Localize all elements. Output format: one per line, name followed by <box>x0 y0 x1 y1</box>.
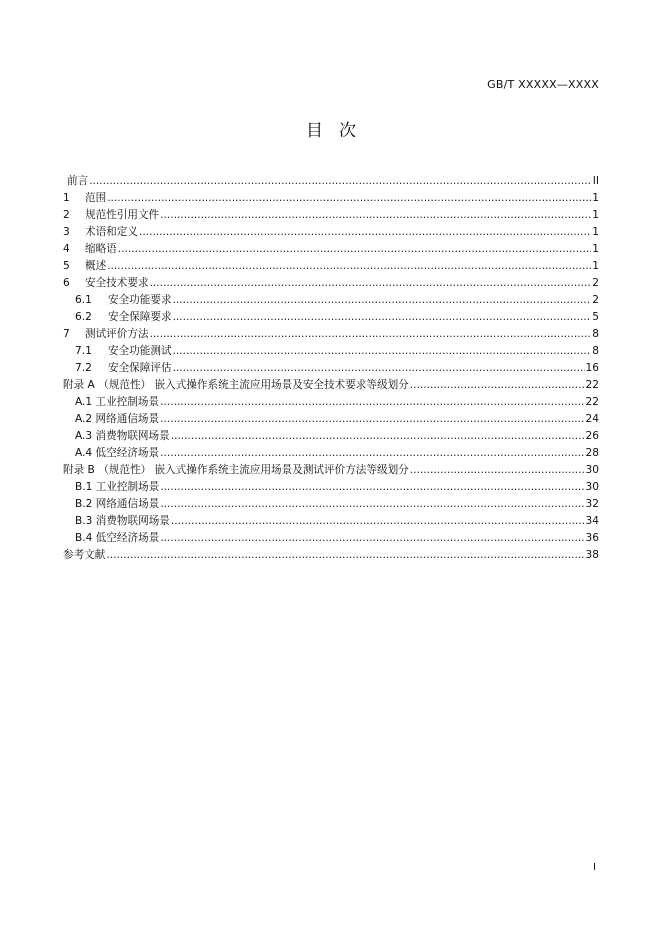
toc-entry-page: 8 <box>592 345 599 357</box>
toc-entry[interactable] <box>63 224 599 241</box>
toc-entry-page: 2 <box>592 277 599 289</box>
toc-entry-page: 26 <box>585 430 599 442</box>
toc-entry[interactable] <box>63 309 599 326</box>
toc-entry-page: 5 <box>592 311 599 323</box>
toc-entry-label: 测试评价方法 <box>85 328 149 340</box>
toc-entry[interactable] <box>63 547 599 564</box>
toc-entry-page: 24 <box>585 413 599 425</box>
toc-entry-page: 34 <box>585 515 599 527</box>
toc-entry-number: 4 <box>63 243 70 255</box>
toc-dot-leader <box>160 479 584 496</box>
toc-entry-page: 32 <box>585 498 599 510</box>
toc-entry[interactable] <box>63 530 599 547</box>
toc-entry-label: 前言 <box>67 175 89 187</box>
toc-entry[interactable] <box>63 241 599 258</box>
toc-entry[interactable] <box>63 377 599 394</box>
toc-dot-leader <box>160 530 584 547</box>
toc-entry-page: 36 <box>585 532 599 544</box>
toc-entry-label: 附录 B （规范性） 嵌入式操作系统主流应用场景及测试评价方法等级划分 <box>63 464 409 476</box>
toc-entry-label: B.3 消费物联网场景 <box>75 515 170 527</box>
toc-dot-leader <box>171 513 585 530</box>
toc-entry[interactable] <box>63 173 599 190</box>
toc-entry-page: 30 <box>585 464 599 476</box>
toc-entry-label: A.2 网络通信场景 <box>75 413 160 425</box>
toc-entry[interactable] <box>63 411 599 428</box>
page-number: I <box>593 862 596 873</box>
toc-entry-number: 5 <box>63 260 70 272</box>
toc-dot-leader <box>410 462 585 479</box>
toc-entry-label: B.4 低空经济场景 <box>75 532 160 544</box>
toc-entry-label: 术语和定义 <box>85 226 138 238</box>
table-of-contents <box>63 173 599 564</box>
toc-dot-leader <box>160 207 591 224</box>
toc-entry[interactable] <box>63 326 599 343</box>
toc-dot-leader <box>107 190 591 207</box>
toc-entry-number: 6 <box>63 277 70 289</box>
toc-entry-page: II <box>592 175 599 187</box>
toc-dot-leader <box>150 275 592 292</box>
toc-entry-page: 1 <box>592 192 599 204</box>
toc-dot-leader <box>139 224 591 241</box>
toc-dot-leader <box>160 394 584 411</box>
toc-entry-label: 附录 A （规范性） 嵌入式操作系统主流应用场景及安全技术要求等级划分 <box>63 379 409 391</box>
toc-entry[interactable] <box>63 496 599 513</box>
toc-entry-label: A.1 工业控制场景 <box>75 396 160 408</box>
toc-entry[interactable] <box>63 513 599 530</box>
toc-dot-leader <box>410 377 585 394</box>
standard-code: GB/T XXXXX—XXXX <box>487 78 599 91</box>
toc-entry-label: A.3 消费物联网场景 <box>75 430 170 442</box>
toc-dot-leader <box>173 343 592 360</box>
toc-entry-page: 30 <box>585 481 599 493</box>
toc-entry-page: 2 <box>592 294 599 306</box>
toc-entry[interactable] <box>63 479 599 496</box>
toc-entry-number: 7.1 <box>75 345 92 357</box>
toc-entry-page: 8 <box>592 328 599 340</box>
toc-entry[interactable] <box>63 258 599 275</box>
toc-entry-label: B.2 网络通信场景 <box>75 498 160 510</box>
toc-dot-leader <box>171 428 585 445</box>
toc-dot-leader <box>160 496 584 513</box>
toc-dot-leader <box>173 309 592 326</box>
toc-entry-number: 6.1 <box>75 294 92 306</box>
toc-dot-leader <box>173 292 592 309</box>
toc-entry[interactable] <box>63 275 599 292</box>
toc-entry[interactable] <box>63 190 599 207</box>
toc-entry[interactable] <box>63 394 599 411</box>
toc-dot-leader <box>160 445 584 462</box>
toc-entry-page: 1 <box>592 226 599 238</box>
toc-entry[interactable] <box>63 462 599 479</box>
toc-entry-label: 参考文献 <box>63 549 106 561</box>
toc-entry-number: 6.2 <box>75 311 92 323</box>
toc-entry[interactable] <box>63 445 599 462</box>
toc-entry-number: 7 <box>63 328 70 340</box>
toc-entry-page: 28 <box>585 447 599 459</box>
toc-entry-label: B.1 工业控制场景 <box>75 481 160 493</box>
toc-entry-label: 安全功能要求 <box>108 294 172 306</box>
toc-entry-number: 3 <box>63 226 70 238</box>
toc-entry[interactable] <box>63 428 599 445</box>
toc-entry-page: 22 <box>585 379 599 391</box>
toc-entry[interactable] <box>63 360 599 377</box>
toc-entry-number: 1 <box>63 192 70 204</box>
toc-entry-page: 22 <box>585 396 599 408</box>
toc-entry[interactable] <box>63 207 599 224</box>
toc-entry-label: 缩略语 <box>85 243 117 255</box>
toc-dot-leader <box>89 173 592 190</box>
toc-dot-leader <box>106 547 584 564</box>
toc-entry-label: 范围 <box>85 192 107 204</box>
toc-entry-label: 安全保障评估 <box>108 362 172 374</box>
toc-dot-leader <box>118 241 591 258</box>
toc-entry-number: 7.2 <box>75 362 92 374</box>
toc-dot-leader <box>107 258 591 275</box>
toc-title: 目次 <box>306 121 372 141</box>
toc-entry-page: 1 <box>592 243 599 255</box>
toc-entry-label: 安全保障要求 <box>108 311 172 323</box>
toc-dot-leader <box>160 411 584 428</box>
toc-entry-label: 规范性引用文件 <box>85 209 160 221</box>
toc-entry-page: 38 <box>585 549 599 561</box>
toc-entry-page: 1 <box>592 209 599 221</box>
toc-dot-leader <box>173 360 585 377</box>
toc-entry-label: 安全技术要求 <box>85 277 149 289</box>
toc-entry-page: 1 <box>592 260 599 272</box>
toc-entry-label: A.4 低空经济场景 <box>75 447 160 459</box>
toc-dot-leader <box>150 326 592 343</box>
toc-entry[interactable] <box>63 343 599 360</box>
toc-entry-label: 概述 <box>85 260 107 272</box>
toc-entry-number: 2 <box>63 209 70 221</box>
toc-entry-label: 安全功能测试 <box>108 345 172 357</box>
toc-entry[interactable] <box>63 292 599 309</box>
toc-entry-page: 16 <box>585 362 599 374</box>
